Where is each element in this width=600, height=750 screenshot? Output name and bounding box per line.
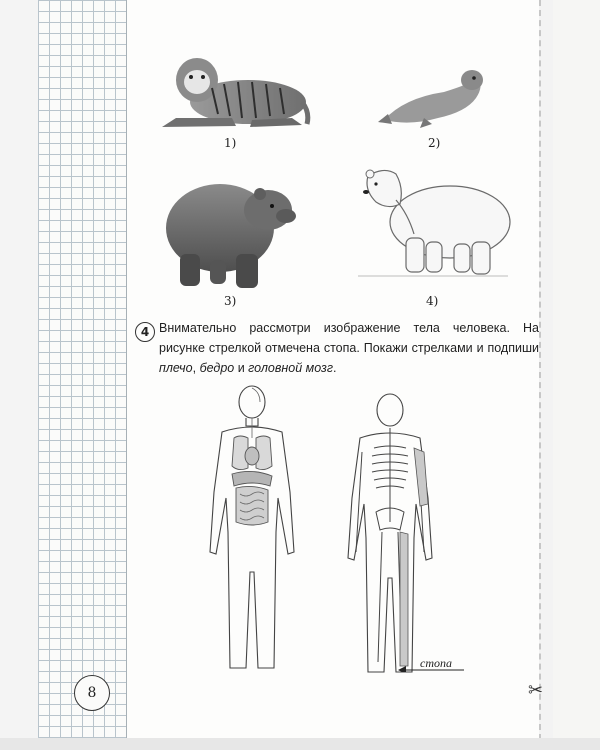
task-instruction — [159, 318, 539, 378]
caption-1: 1) — [224, 136, 237, 150]
term-brain: головной мозг — [248, 361, 333, 375]
term-shoulder: плечо — [159, 361, 193, 375]
tiger-image — [152, 52, 312, 134]
task-text-main: Внимательно рассмотри изображение тела человека. На рисунке стрелкой отмечена стопа. Покажи стрелками и подпиши — [159, 321, 539, 355]
human-body-front-diagram — [200, 382, 304, 676]
polar-bear-image — [348, 158, 514, 284]
task-tail: . — [333, 361, 337, 375]
caption-3: 3) — [224, 294, 237, 308]
caption-4: 4) — [426, 294, 439, 308]
page-left-margin — [0, 0, 38, 738]
seal-image — [374, 62, 490, 132]
term-thigh: бедро — [199, 361, 235, 375]
page-number: 8 — [74, 675, 110, 711]
page-bottom-edge — [0, 738, 600, 750]
foot-label: стопа — [420, 656, 452, 670]
cut-line — [539, 0, 553, 740]
scissors-icon: ✂ — [528, 680, 544, 701]
human-body-back-diagram — [338, 392, 442, 680]
caption-2: 2) — [428, 136, 441, 150]
task-number-badge: 4 — [135, 322, 155, 342]
task-sep-2: и — [234, 361, 249, 375]
bear-image — [160, 168, 300, 292]
task-sep-1: , — [192, 361, 200, 375]
grid-margin — [38, 0, 127, 738]
